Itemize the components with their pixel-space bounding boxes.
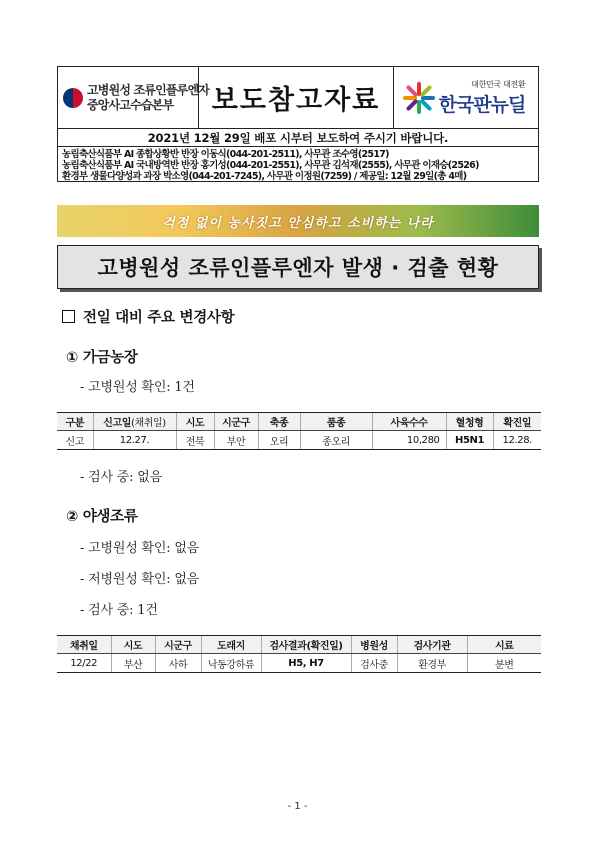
- slogan-banner: [57, 205, 539, 237]
- hq-name-line2: 중앙사고수습본부: [87, 97, 174, 112]
- table-cell: 전북: [176, 431, 214, 450]
- contact-line: 환경부 생물다양성과 과장 박소영(044-201-7245), 사무관 이정원(7259) / 제공일: 12월 29일(총 4매): [62, 171, 467, 182]
- col-header: 도래지: [201, 636, 261, 654]
- col-header-report-date: 신고일(채취일): [93, 413, 176, 431]
- farm-inspecting-count: - 검사 중: 없음: [80, 470, 162, 485]
- col-header: 시도: [111, 636, 155, 654]
- table-cell: 검사중: [351, 654, 397, 673]
- table-cell: 환경부: [397, 654, 467, 673]
- table-cell: 부안: [214, 431, 258, 450]
- table-row: [57, 431, 541, 450]
- table-cell: 10,280: [372, 431, 446, 450]
- table-row: [57, 654, 541, 673]
- table-cell: 12.27.: [93, 431, 176, 450]
- table-header-row: [57, 413, 541, 431]
- contact-info: [58, 147, 538, 181]
- wild-bird-heading: ② 야생조류: [66, 509, 138, 525]
- hq-name-line1: 고병원성 조류인플루엔자: [87, 83, 210, 98]
- checkbox-square-icon: [62, 310, 75, 323]
- table-cell: 낙동강하류: [201, 654, 261, 673]
- taegeuk-emblem-icon: [63, 88, 83, 108]
- col-header: 혈청형: [446, 413, 493, 431]
- hq-logo: [58, 67, 210, 128]
- page-number: - 1 -: [287, 801, 308, 812]
- document-title-box: [57, 245, 539, 289]
- new-deal-tagline: 대한민국 대전환: [471, 79, 526, 89]
- table-cell: H5N1: [446, 431, 493, 450]
- table-cell: 12.28.: [493, 431, 541, 450]
- farm-outbreak-table: [57, 412, 541, 450]
- section-title: 전일 대비 주요 변경사항: [83, 310, 235, 326]
- header-top-row: [58, 67, 538, 129]
- col-header: 검사결과(확진일): [261, 636, 351, 654]
- wild-bird-table: [57, 635, 541, 673]
- col-header: 시군구: [214, 413, 258, 431]
- farm-confirmed-count: - 고병원성 확인: 1건: [80, 380, 195, 395]
- table-cell: 신고: [57, 431, 93, 450]
- press-header: [57, 66, 539, 182]
- embargo-notice: 2021년 12월 29일 배포 시부터 보도하여 주시기 바랍니다.: [147, 130, 449, 145]
- col-header: 구분: [57, 413, 93, 431]
- new-deal-name: 한국판뉴딜: [438, 93, 526, 116]
- table-cell: 부산: [111, 654, 155, 673]
- wild-high-path-count: - 고병원성 확인: 없음: [80, 541, 200, 556]
- wild-inspecting-count: - 검사 중: 1건: [80, 603, 158, 618]
- table-cell: 분변: [467, 654, 541, 673]
- col-header: 품종: [300, 413, 372, 431]
- contact-line: 농림축산식품부 AI 종합상황반 반장 이동식(044-201-2511), 사무관 조수영(2517): [62, 149, 389, 160]
- col-header: 병원성: [351, 636, 397, 654]
- col-header: 확진일: [493, 413, 541, 431]
- col-header: 사육수수: [372, 413, 446, 431]
- col-header: 시군구: [155, 636, 201, 654]
- new-deal-mark-icon: [403, 82, 435, 114]
- slogan-text: 걱정 없이 농사짓고 안심하고 소비하는 나라: [162, 215, 434, 231]
- table-header-row: [57, 636, 541, 654]
- table-cell: 12/22: [57, 654, 111, 673]
- col-header: 채취일: [57, 636, 111, 654]
- table-cell: H5, H7: [261, 654, 351, 673]
- section-heading: [62, 306, 234, 327]
- table-cell: 오리: [258, 431, 300, 450]
- korean-new-deal-logo: [403, 79, 526, 117]
- col-header: 시료: [467, 636, 541, 654]
- document-title: 고병원성 조류인플루엔자 발생 · 검출 현황: [97, 256, 499, 280]
- contact-line: 농림축산식품부 AI 국내방역반 반장 홍기성(044-201-2551), 사무관 김석재(2555), 사무관 이재승(2526): [62, 160, 479, 171]
- farm-heading: ① 가금농장: [66, 350, 138, 366]
- press-release-type: 보도참고자료: [211, 85, 381, 116]
- col-header: 검사기관: [397, 636, 467, 654]
- col-header: 시도: [176, 413, 214, 431]
- table-cell: 종오리: [300, 431, 372, 450]
- wild-low-path-count: - 저병원성 확인: 없음: [80, 572, 200, 587]
- col-header: 축종: [258, 413, 300, 431]
- table-cell: 사하: [155, 654, 201, 673]
